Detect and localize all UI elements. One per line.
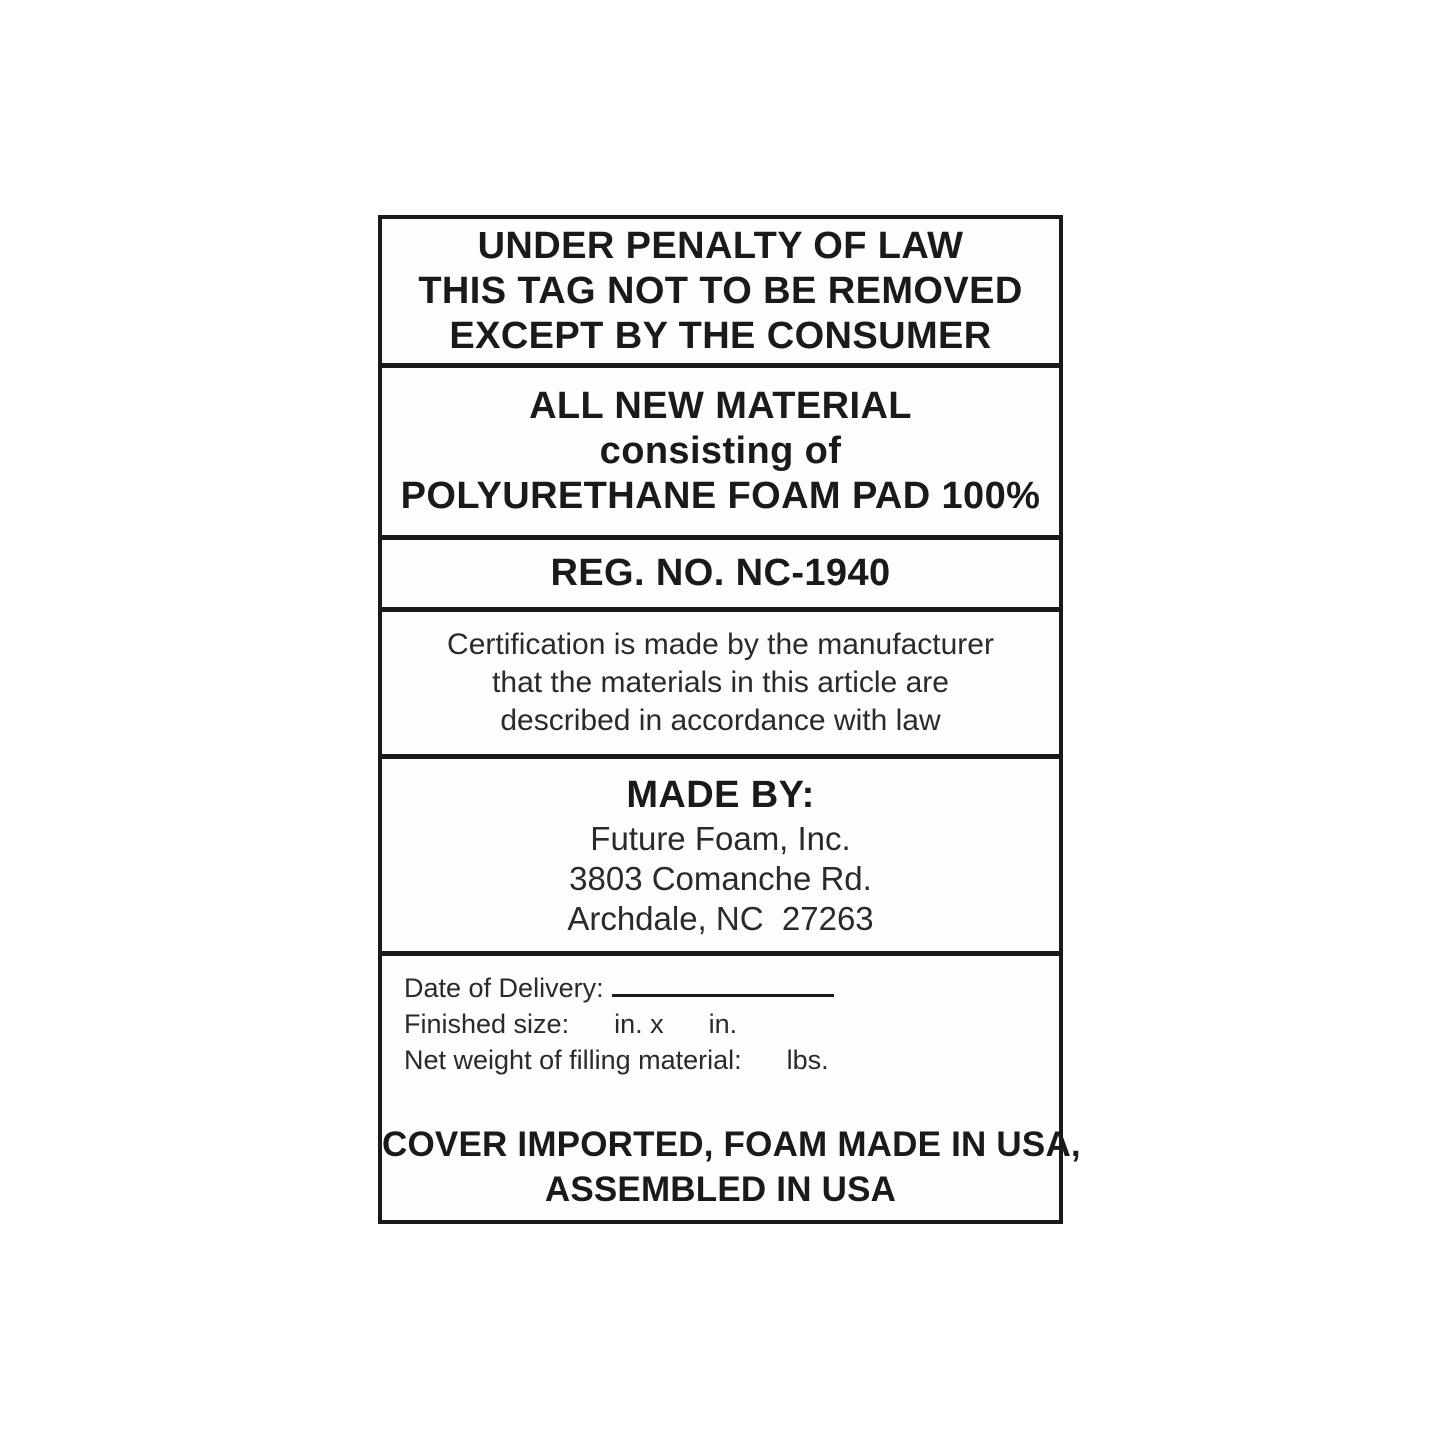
date-of-delivery-blank	[612, 994, 834, 997]
section-penalty-notice	[382, 219, 1059, 363]
law-label-tag	[378, 215, 1081, 1224]
finished-size-field: Finished size: in. x in.	[404, 1009, 738, 1039]
certification-line-3: described in accordance with law	[500, 704, 941, 737]
penalty-line-3: EXCEPT BY THE CONSUMER	[449, 314, 992, 357]
section-details	[382, 951, 1081, 1220]
fill-in-fields	[382, 956, 1059, 1078]
section-made-by	[382, 754, 1059, 951]
section-registration-number	[382, 535, 1059, 607]
material-line-3: POLYURETHANE FOAM PAD 100%	[400, 475, 1041, 517]
origin-line-1: COVER IMPORTED, FOAM MADE IN USA,	[382, 1125, 1081, 1164]
net-weight-field: Net weight of filling material: lbs.	[404, 1045, 829, 1075]
manufacturer-name: Future Foam, Inc.	[590, 820, 851, 857]
certification-line-2: that the materials in this article are	[492, 666, 949, 699]
date-of-delivery-field	[404, 970, 1059, 1006]
penalty-line-1: UNDER PENALTY OF LAW	[477, 224, 964, 267]
section-material-contents	[382, 363, 1059, 535]
date-of-delivery-label: Date of Delivery:	[404, 973, 604, 1003]
origin-statement	[382, 1122, 1081, 1220]
material-line-1: ALL NEW MATERIAL	[529, 385, 912, 427]
manufacturer-city-state-zip: Archdale, NC 27263	[567, 900, 874, 937]
penalty-line-2: THIS TAG NOT TO BE REMOVED	[418, 269, 1023, 312]
certification-line-1: Certification is made by the manufacturer	[447, 628, 994, 661]
material-line-2: consisting of	[599, 430, 842, 472]
manufacturer-street: 3803 Comanche Rd.	[569, 860, 872, 897]
made-by-heading: MADE BY:	[626, 774, 815, 816]
origin-line-2: ASSEMBLED IN USA	[544, 1170, 897, 1209]
section-certification	[382, 607, 1059, 754]
registration-number: REG. NO. NC-1940	[550, 552, 891, 594]
